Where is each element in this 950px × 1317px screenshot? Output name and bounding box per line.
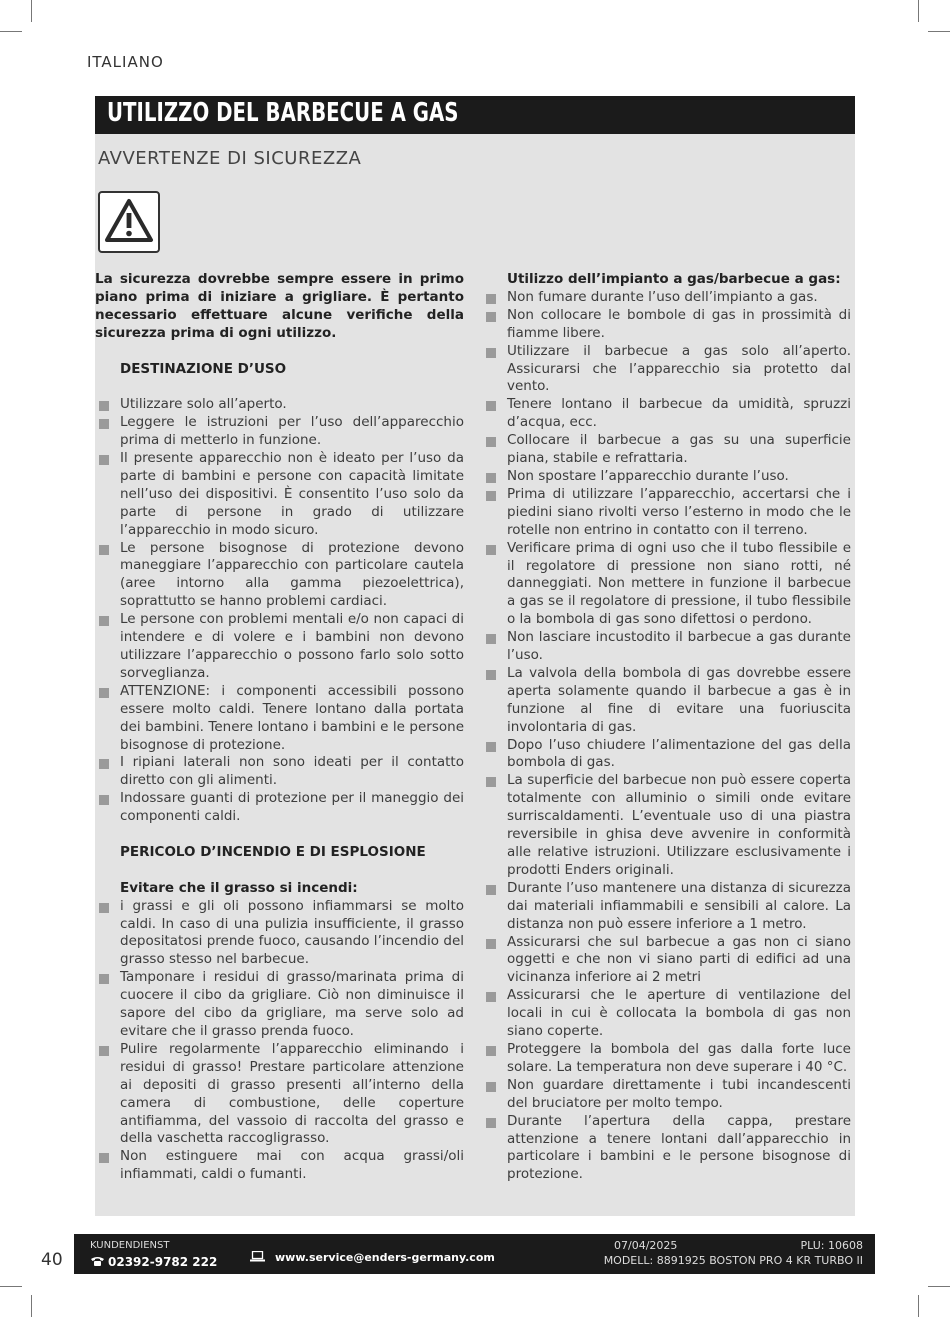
list-item: Le persone con problemi mentali e/o non capaci di intendere e di volere e i bambini non devono utilizzare l’apparecchio o possono farlo solo sotto sorveglianza.	[95, 611, 464, 683]
laptop-icon	[250, 1251, 265, 1262]
list-item: Durante l’apertura della cappa, prestare attenzione a tenere lontani dall’apparecchio in particolare i bambini e le persone bisognose di protezione.	[482, 1113, 851, 1185]
list-item: Utilizzare il barbecue a gas solo all’aperto. Assicurarsi che l’apparecchio sia protetto dal vento.	[482, 343, 851, 397]
list-item: I ripiani laterali non sono ideati per il contatto diretto con gli alimenti.	[95, 754, 464, 790]
page-number: 40	[41, 1250, 63, 1270]
list-item: Non collocare le bombole di gas in prossimità di fiamme libere.	[482, 307, 851, 343]
crop-mark	[928, 1286, 950, 1287]
intro-text: La sicurezza dovrebbe sempre essere in primo piano prima di iniziare a grigliare. È pertanto necessario effettuare alcune verifiche della sicurezza prima di ogni utilizzo.	[95, 271, 464, 341]
left-column	[95, 271, 464, 1184]
content-panel	[95, 96, 855, 1216]
list-item: Non spostare l’apparecchio durante l’uso.	[482, 468, 851, 486]
list-item: Tenere lontano il barbecue da umidità, spruzzi d’acqua, ecc.	[482, 396, 851, 432]
fire-hazard-list	[95, 898, 464, 1185]
list-item: Assicurarsi che le aperture di ventilazione del locali in cui è collocata la bombola di gas non siano coperte.	[482, 987, 851, 1041]
list-item: ATTENZIONE: i componenti accessibili possono essere molto caldi. Tenere lontano dalla portata dei bambini. Tenere lontano i bambini e le persone bisognose di protezione.	[95, 683, 464, 755]
list-item: Dopo l’uso chiudere l’alimentazione del gas della bombola di gas.	[482, 737, 851, 773]
list-item: Non estinguere mai con acqua grassi/oli infiammati, caldi o fumanti.	[95, 1148, 464, 1184]
list-item: Non guardare direttamente i tubi incandescenti del bruciatore per molto tempo.	[482, 1077, 851, 1113]
phone-number: 02392-9782 222	[108, 1255, 218, 1269]
plu-code: PLU: 10608	[800, 1239, 863, 1252]
service-label: KUNDENDIENST	[90, 1240, 170, 1251]
list-item: Il presente apparecchio non è ideato per l’uso da parte di bambini e persone con capacità limitate nell’uso dei dispositivi. È consentito l’uso solo da parte di persone in grado di utilizzare l’apparecchio in modo sicuro.	[95, 450, 464, 540]
list-item: Verificare prima di ogni uso che il tubo flessibile e il regolatore di pressione non siano rotti, né danneggiati. Non mettere in funzione il barbecue a gas se il regolatore di pressione, il tubo flessibile o la bombola di gas sono difettosi o perdono.	[482, 540, 851, 630]
intended-use-list	[95, 396, 464, 826]
list-item: Proteggere la bombola del gas dalla forte luce solare. La temperatura non deve superare i 40 °C.	[482, 1041, 851, 1077]
gas-usage-list	[482, 289, 851, 1184]
crop-mark	[918, 0, 919, 22]
list-item: Utilizzare solo all’aperto.	[95, 396, 464, 414]
warning-icon	[98, 191, 160, 253]
list-item: Non fumare durante l’uso dell’impianto a gas.	[482, 289, 851, 307]
list-item: Assicurarsi che sul barbecue a gas non ci siano oggetti e che non vi siano parti di edifici ad una vicinanza inferiore ai 2 metri	[482, 934, 851, 988]
crop-mark	[928, 31, 950, 32]
service-phone	[90, 1255, 217, 1269]
list-item: La superficie del barbecue non può essere coperta totalmente con alluminio o simili onde evitare surriscaldamenti. L’eventuale uso di una piastra reversibile in ghisa deve avvenire in conformità alle relative istruzioni. Utilizzare esclusivamente i prodotti Enders originali.	[482, 772, 851, 879]
list-item: Leggere le istruzioni per l’uso dell’apparecchio prima di metterlo in funzione.	[95, 414, 464, 450]
list-item: i grassi e gli oli possono infiammarsi se molto caldi. In caso di una pulizia insufficiente, il grasso depositatosi prende fuoco, causando l’incendio del grasso stesso nel barbecue.	[95, 898, 464, 970]
crop-mark	[918, 1295, 919, 1317]
crop-mark	[31, 0, 32, 22]
service-email	[250, 1251, 495, 1264]
list-item: Non lasciare incustodito il barbecue a gas durante l’uso.	[482, 629, 851, 665]
list-item: Indossare guanti di protezione per il maneggio dei componenti caldi.	[95, 790, 464, 826]
list-item: La valvola della bombola di gas dovrebbe essere aperta solamente quando il barbecue a gas è in funzione al fine di evitare una fuoriuscita involontaria di gas.	[482, 665, 851, 737]
page-title: UTILIZZO DEL BARBECUE A GAS	[107, 98, 459, 128]
section-subtitle: AVVERTENZE DI SICUREZZA	[98, 148, 362, 169]
phone-icon	[90, 1256, 105, 1267]
list-item: Prima di utilizzare l’apparecchio, accertarsi che i piedini siano rivolti verso l’esterno in modo che le rotelle non entrino in contatto con il terreno.	[482, 486, 851, 540]
email-link[interactable]: www.service@enders-germany.com	[275, 1251, 495, 1264]
model-info: MODELL: 8891925 BOSTON PRO 4 KR TURBO II	[603, 1254, 863, 1267]
language-label: ITALIANO	[87, 53, 164, 71]
crop-mark	[31, 1295, 32, 1317]
list-item: Tamponare i residui di grasso/marinata prima di cuocere il cibo da grigliare. Ciò non diminuisce il sapore del cibo da grigliare, ma serve solo ad evitare che il grasso prenda fuoco.	[95, 969, 464, 1041]
right-column	[482, 271, 851, 1184]
section-heading-intended-use: DESTINAZIONE D’USO	[120, 360, 287, 377]
title-bar	[95, 96, 855, 134]
gas-usage-heading: Utilizzo dell’impianto a gas/barbecue a gas:	[507, 271, 841, 287]
crop-mark	[0, 1286, 22, 1287]
footer-bar	[74, 1234, 875, 1274]
list-item: Collocare il barbecue a gas su una superficie piana, stabile e refrattaria.	[482, 432, 851, 468]
list-item: Pulire regolarmente l’apparecchio eliminando i residui di grasso! Prestare particolare attenzione ai depositi di grasso presenti all’interno della camera di combustione, delle coperture antifiamma, del vassoio di raccolta del grasso e della vaschetta raccogligrasso.	[95, 1041, 464, 1148]
list-item: Durante l’uso mantenere una distanza di sicurezza dai materiali infiammabili e sensibili al calore. La distanza non può essere inferiore a 1 metro.	[482, 880, 851, 934]
section-heading-fire-hazard: PERICOLO D’INCENDIO E DI ESPLOSIONE	[120, 843, 426, 860]
subheading-grease-fire: Evitare che il grasso si incendi:	[120, 879, 358, 896]
crop-mark	[0, 31, 22, 32]
list-item: Le persone bisognose di protezione devono maneggiare l’apparecchio con particolare cautela (aree intorno alla gamma piezoelettrica), soprattutto se hanno problemi cardiaci.	[95, 540, 464, 612]
document-date: 07/04/2025	[614, 1239, 678, 1252]
